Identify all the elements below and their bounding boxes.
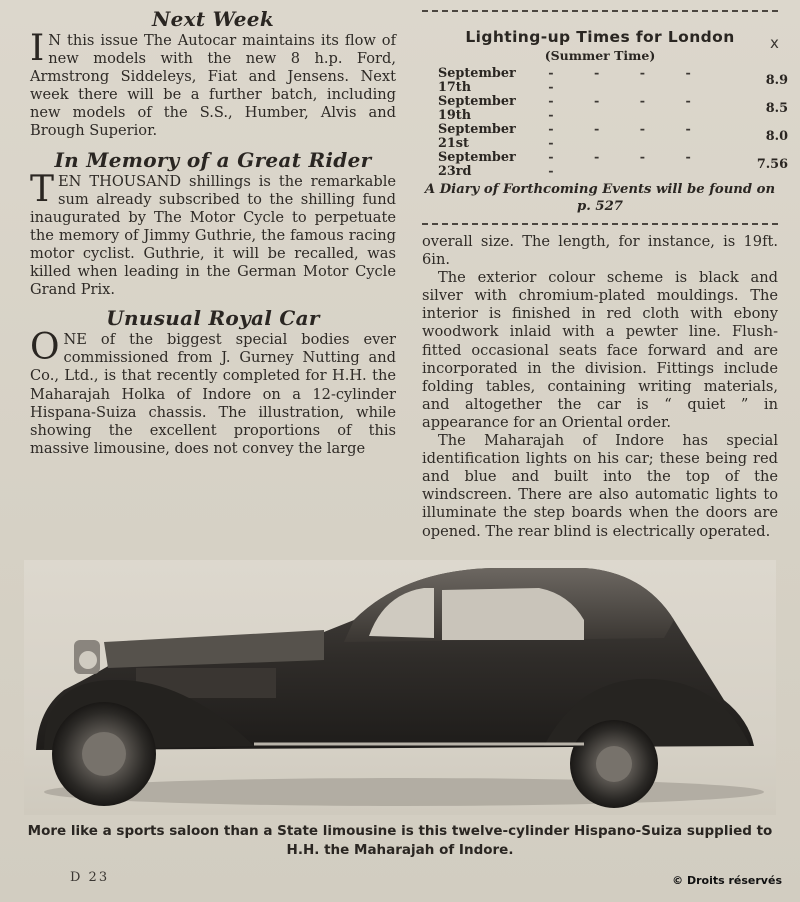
- right-column: [422, 10, 788, 541]
- top-dashed-rule: [422, 10, 778, 12]
- front-hubcap: [82, 732, 126, 776]
- royal-car-text: [30, 327, 396, 458]
- lighting-date: September 17th: [438, 66, 516, 95]
- next-week-heading: Next Week: [152, 7, 274, 31]
- page-folio: D 23: [70, 870, 110, 885]
- table-row: [438, 123, 788, 151]
- table-row: [438, 151, 788, 179]
- left-column: [30, 6, 396, 458]
- memory-dropcap: T: [30, 168, 55, 210]
- memory-text: [30, 168, 396, 300]
- lighting-table: [438, 67, 788, 179]
- lighting-time: 8.5: [765, 101, 788, 116]
- next-week-body: N this issue The Autocar maintains its flow of new models with the new 8 h.p. Ford, Armstrong Siddeleys, Fiat and Jensens. Next week there will be a further batch, including new models of the S.S., Humber, Alvis and Brough Superior.: [30, 32, 396, 140]
- table-row: [438, 95, 788, 123]
- memory-body: EN THOUSAND shillings is the remarkable sum already subscribed to the shilling fund inaugurated by The Motor Cycle to perpetuate the memory of Jimmy Guthrie, the famous racing motor cyclist. Guthrie, it will be recalled, was killed when leading in the German Motor Cycle Grand Prix.: [30, 172, 396, 299]
- car-shadow: [44, 778, 764, 806]
- lighting-date: September 21st: [438, 122, 516, 151]
- next-week-dropcap: I: [30, 28, 45, 69]
- right-para-1: overall size. The length, for instance, is 19ft. 6in.: [422, 233, 778, 269]
- next-week-text: [30, 28, 396, 141]
- car-photo: [24, 560, 776, 815]
- right-para-2: The exterior colour scheme is black and silver with chromium-plated mouldings. The interior is finished in red cloth with ebony woodwork inlaid with a pewter line. Flush-fitted occasional seats face forward and are incorporated in the division. Fittings include folding tables, containing writing materials, and altogether the car is “ quiet ” in appearance for an Oriental order.: [422, 269, 778, 431]
- royal-car-body: NE of the biggest special bodies ever commissioned from J. Gurney Nutting and Co., Ltd., is that recently completed for H.H. the Maharajah Holka of Indore on a 12-cylinder Hispana-Suiza chassis. The illustration, while showing the excellent proportions of this massive limousine, does not convey the large: [30, 331, 396, 457]
- rights-notice: © Droits réservés: [672, 874, 782, 887]
- rear-hubcap: [596, 746, 632, 782]
- royal-car-heading: Unusual Royal Car: [106, 306, 320, 331]
- lighting-time: 8.0: [765, 129, 788, 144]
- headlamp: [79, 651, 97, 669]
- lighting-date: September 19th: [438, 94, 516, 123]
- photo-caption: More like a sports saloon than a State limousine is this twelve-cylinder Hispano-Suiza supplied to H.H. the Maharajah of Indore.: [27, 823, 773, 858]
- table-row: [438, 67, 788, 95]
- royal-car-dropcap: O: [30, 327, 60, 369]
- corner-mark: x: [770, 34, 779, 52]
- memory-heading: In Memory of a Great Rider: [54, 147, 372, 172]
- leader-dots: - - - - -: [548, 94, 709, 123]
- lighting-title: Lighting-up Times for London: [465, 28, 735, 46]
- leader-dots: - - - - -: [548, 122, 709, 151]
- right-para-3: The Maharajah of Indore has special identification lights on his car; these being red and blue and built into the top of the windscreen. There are also automatic lights to illuminate the step boards when the doors are opened. The rear blind is electrically operated.: [422, 432, 778, 540]
- leader-dots: - - - - -: [548, 150, 709, 179]
- diary-note: A Diary of Forthcoming Events will be found on p. 527: [424, 182, 776, 214]
- lighting-time: 8.9: [765, 73, 788, 88]
- lighting-date: September 23rd: [438, 150, 516, 179]
- lighting-time: 7.56: [756, 157, 788, 172]
- leader-dots: - - - - -: [548, 66, 709, 95]
- lighting-subtitle: (Summer Time): [544, 48, 656, 63]
